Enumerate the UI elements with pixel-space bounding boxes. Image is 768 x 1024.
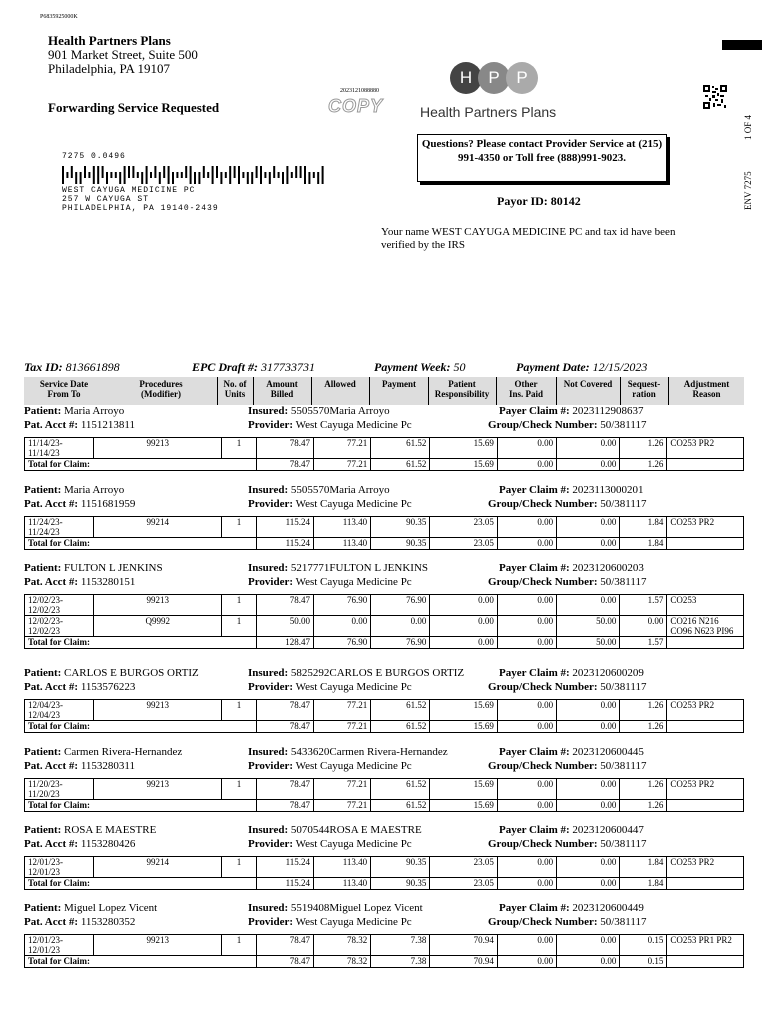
claim-pat-acct: Pat. Acct #: 1151213811 — [24, 419, 135, 431]
claim-patient: Patient: Maria Arroyo — [24, 405, 125, 417]
claim-provider: Provider: West Cayuga Medicine Pc — [248, 498, 412, 510]
cell-units: 1 — [222, 779, 257, 800]
claim-insured: Insured: 5070544ROSA E MAESTRE — [248, 824, 422, 836]
claim-pat-acct: Pat. Acct #: 1153280151 — [24, 576, 136, 588]
total-other: 0.00 — [497, 956, 556, 968]
cell-dates: 11/20/23-11/20/23 — [25, 779, 94, 800]
column-header-row — [24, 377, 744, 405]
cell-reason: CO253 PR2 — [667, 779, 744, 800]
service-lines-table — [24, 516, 744, 550]
service-lines-table — [24, 437, 744, 471]
table-row — [25, 616, 744, 637]
claim-patient: Patient: FULTON L JENKINS — [24, 562, 163, 574]
cell-reason: CO253 PR2 — [667, 517, 744, 538]
service-lines-table — [24, 934, 744, 968]
claim-payer-claim: Payer Claim #: 2023120600447 — [499, 824, 644, 836]
cell-procedure: 99214 — [94, 517, 222, 538]
cell-dates: 11/24/23-11/24/23 — [25, 517, 94, 538]
claim-group-check: Group/Check Number: 50/381117 — [488, 760, 647, 772]
total-notcov: 50.00 — [557, 637, 620, 649]
tax-id-label: Tax ID: — [24, 360, 63, 374]
page-marker-bar — [722, 40, 762, 50]
total-other: 0.00 — [497, 721, 556, 733]
form-code: P6835925000K — [40, 14, 78, 20]
total-billed: 115.24 — [256, 878, 313, 890]
claim-pat-acct: Pat. Acct #: 1153280426 — [24, 838, 136, 850]
cell-procedure: 99213 — [94, 595, 222, 616]
total-allowed: 113.40 — [314, 538, 371, 550]
total-resp: 15.69 — [430, 721, 497, 733]
sender-street: 901 Market Street, Suite 500 — [48, 47, 198, 62]
cell-reason: CO253 — [667, 595, 744, 616]
claim-group-check: Group/Check Number: 50/381117 — [488, 838, 647, 850]
tax-id — [24, 360, 120, 375]
total-row — [25, 956, 744, 968]
cell-payment: 0.00 — [371, 616, 430, 637]
recipient-code: 7275 0.0496 — [62, 152, 126, 161]
cell-payment: 61.52 — [371, 700, 430, 721]
epc-draft — [192, 360, 315, 375]
claim-insured: Insured: 5505570Maria Arroyo — [248, 484, 390, 496]
total-label: Total for Claim: — [25, 538, 257, 550]
claim-payer-claim: Payer Claim #: 2023113000201 — [499, 484, 644, 496]
cell-seq: 0.00 — [620, 616, 667, 637]
total-payment: 90.35 — [371, 878, 430, 890]
cell-units: 1 — [222, 616, 257, 637]
total-payment: 76.90 — [371, 637, 430, 649]
cell-other: 0.00 — [497, 700, 556, 721]
cell-seq: 1.84 — [620, 517, 667, 538]
total-seq: 1.26 — [620, 721, 667, 733]
cell-resp: 15.69 — [430, 779, 497, 800]
claim-pat-acct: Pat. Acct #: 1153576223 — [24, 681, 136, 693]
claim-patient: Patient: Maria Arroyo — [24, 484, 125, 496]
total-row — [25, 637, 744, 649]
cell-seq: 1.26 — [620, 779, 667, 800]
cell-other: 0.00 — [497, 616, 556, 637]
total-seq: 1.26 — [620, 459, 667, 471]
cell-reason: CO253 PR2 — [667, 700, 744, 721]
col-service-date: Service Date From To — [39, 379, 89, 399]
cell-billed: 115.24 — [256, 857, 313, 878]
service-lines-table — [24, 594, 744, 649]
payment-week-label: Payment Week: — [374, 360, 451, 374]
total-resp: 15.69 — [430, 459, 497, 471]
cell-billed: 50.00 — [256, 616, 313, 637]
claim-provider: Provider: West Cayuga Medicine Pc — [248, 838, 412, 850]
cell-allowed: 76.90 — [314, 595, 371, 616]
claim-provider: Provider: West Cayuga Medicine Pc — [248, 916, 412, 928]
total-allowed: 77.21 — [314, 800, 371, 812]
claim-group-check: Group/Check Number: 50/381117 — [488, 681, 647, 693]
claim-group-check: Group/Check Number: 50/381117 — [488, 916, 647, 928]
total-notcov: 0.00 — [557, 956, 620, 968]
col-patient-responsibility: Patient Responsibility — [434, 379, 490, 399]
total-resp: 70.94 — [430, 956, 497, 968]
total-label: Total for Claim: — [25, 800, 257, 812]
payor-id — [497, 194, 581, 209]
cell-allowed: 0.00 — [314, 616, 371, 637]
claim-group-check: Group/Check Number: 50/381117 — [488, 498, 647, 510]
claim-patient: Patient: Miguel Lopez Vicent — [24, 902, 158, 914]
cell-notcov: 0.00 — [557, 857, 620, 878]
cell-allowed: 113.40 — [314, 517, 371, 538]
service-lines-table — [24, 856, 744, 890]
claim-provider: Provider: West Cayuga Medicine Pc — [248, 760, 412, 772]
total-billed: 78.47 — [256, 721, 313, 733]
logo-circle-p1: P — [478, 62, 510, 94]
cell-seq: 1.57 — [620, 595, 667, 616]
total-seq: 1.26 — [620, 800, 667, 812]
total-label: Total for Claim: — [25, 459, 257, 471]
claim-provider: Provider: West Cayuga Medicine Pc — [248, 419, 412, 431]
cell-allowed: 78.32 — [314, 935, 371, 956]
total-other: 0.00 — [497, 800, 556, 812]
payment-week-value: 50 — [453, 360, 466, 374]
sender-address — [48, 34, 198, 76]
total-payment: 61.52 — [371, 459, 430, 471]
sender-name: Health Partners Plans — [48, 33, 171, 48]
cell-payment: 90.35 — [371, 857, 430, 878]
cell-notcov: 0.00 — [557, 935, 620, 956]
total-resp: 0.00 — [430, 637, 497, 649]
cell-resp: 70.94 — [430, 935, 497, 956]
col-units: No. of Units — [223, 379, 247, 399]
cell-seq: 1.26 — [620, 438, 667, 459]
cell-procedure: 99213 — [94, 700, 222, 721]
recipient-address — [62, 186, 219, 213]
total-billed: 78.47 — [256, 956, 313, 968]
cell-billed: 78.47 — [256, 595, 313, 616]
total-notcov: 0.00 — [557, 721, 620, 733]
cell-notcov: 0.00 — [557, 438, 620, 459]
cell-resp: 15.69 — [430, 700, 497, 721]
cell-allowed: 77.21 — [314, 779, 371, 800]
cell-resp: 15.69 — [430, 438, 497, 459]
claim-patient: Patient: CARLOS E BURGOS ORTIZ — [24, 667, 199, 679]
cell-procedure: 99213 — [94, 438, 222, 459]
forwarding-notice: Forwarding Service Requested — [48, 100, 220, 115]
recipient-line2: 257 W CAYUGA ST — [62, 195, 150, 204]
service-lines-table — [24, 699, 744, 733]
total-resp: 23.05 — [430, 538, 497, 550]
col-other-ins-paid: Other Ins. Paid — [508, 379, 543, 399]
cell-seq: 1.26 — [620, 700, 667, 721]
irs-verified-text: Your name WEST CAYUGA MEDICINE PC and tax id have been verified by the IRS — [381, 226, 676, 251]
cell-resp: 23.05 — [430, 857, 497, 878]
total-billed: 78.47 — [256, 800, 313, 812]
cell-notcov: 0.00 — [557, 517, 620, 538]
table-row — [25, 779, 744, 800]
payment-date-label: Payment Date: — [516, 360, 590, 374]
cell-payment: 61.52 — [371, 779, 430, 800]
recipient-line1: WEST CAYUGA MEDICINE PC — [62, 186, 196, 195]
page-of: 1 OF 4 — [743, 114, 753, 140]
total-notcov: 0.00 — [557, 800, 620, 812]
total-allowed: 76.90 — [314, 637, 371, 649]
cell-other: 0.00 — [497, 779, 556, 800]
hpp-logo — [420, 62, 557, 126]
table-row — [25, 857, 744, 878]
payment-date-value: 12/15/2023 — [592, 360, 648, 374]
payment-week — [374, 360, 466, 375]
total-payment: 61.52 — [371, 721, 430, 733]
cell-procedure: Q9992 — [94, 616, 222, 637]
claim-pat-acct: Pat. Acct #: 1151681959 — [24, 498, 136, 510]
cell-resp: 0.00 — [430, 595, 497, 616]
total-resp: 15.69 — [430, 800, 497, 812]
cell-resp: 23.05 — [430, 517, 497, 538]
total-row — [25, 721, 744, 733]
total-row — [25, 538, 744, 550]
cell-billed: 78.47 — [256, 438, 313, 459]
claim-payer-claim: Payer Claim #: 2023120600203 — [499, 562, 644, 574]
cell-notcov: 0.00 — [557, 779, 620, 800]
col-amount-billed: Amount Billed — [266, 379, 298, 399]
total-seq: 1.84 — [620, 878, 667, 890]
total-seq: 1.84 — [620, 538, 667, 550]
cell-resp: 0.00 — [430, 616, 497, 637]
cell-units: 1 — [222, 595, 257, 616]
total-allowed: 77.21 — [314, 459, 371, 471]
total-notcov: 0.00 — [557, 459, 620, 471]
cell-other: 0.00 — [497, 517, 556, 538]
total-label: Total for Claim: — [25, 956, 257, 968]
cell-notcov: 50.00 — [557, 616, 620, 637]
env-code: ENV 7275 — [743, 171, 753, 210]
total-other: 0.00 — [497, 637, 556, 649]
claim-insured: Insured: 5519408Miguel Lopez Vicent — [248, 902, 423, 914]
cell-other: 0.00 — [497, 857, 556, 878]
postal-barcode-icon — [62, 166, 332, 184]
cell-other: 0.00 — [497, 595, 556, 616]
table-row — [25, 595, 744, 616]
total-label: Total for Claim: — [25, 637, 257, 649]
claim-group-check: Group/Check Number: 50/381117 — [488, 576, 647, 588]
table-row — [25, 438, 744, 459]
total-other: 0.00 — [497, 459, 556, 471]
table-row — [25, 935, 744, 956]
claim-insured: Insured: 5505570Maria Arroyo — [248, 405, 390, 417]
claim-payer-claim: Payer Claim #: 2023112908637 — [499, 405, 644, 417]
cell-reason: CO253 PR2 — [667, 857, 744, 878]
claim-pat-acct: Pat. Acct #: 1153280352 — [24, 916, 136, 928]
cell-other: 0.00 — [497, 438, 556, 459]
total-seq: 0.15 — [620, 956, 667, 968]
total-label: Total for Claim: — [25, 878, 257, 890]
cell-procedure: 99214 — [94, 857, 222, 878]
epc-draft-value: 317733731 — [261, 360, 315, 374]
col-procedures: Procedures (Modifier) — [139, 379, 183, 399]
cell-payment: 7.38 — [371, 935, 430, 956]
col-not-covered: Not Covered — [563, 379, 613, 389]
cell-seq: 0.15 — [620, 935, 667, 956]
service-lines-table — [24, 778, 744, 812]
total-other: 0.00 — [497, 538, 556, 550]
tax-id-value: 813661898 — [65, 360, 120, 374]
claim-payer-claim: Payer Claim #: 2023120600445 — [499, 746, 644, 758]
cell-payment: 90.35 — [371, 517, 430, 538]
total-allowed: 113.40 — [314, 878, 371, 890]
claim-payer-claim: Payer Claim #: 2023120600449 — [499, 902, 644, 914]
cell-billed: 115.24 — [256, 517, 313, 538]
sender-city: Philadelphia, PA 19107 — [48, 61, 170, 76]
claim-patient: Patient: Carmen Rivera-Hernandez — [24, 746, 183, 758]
col-sequestration: Sequest- ration — [627, 379, 661, 399]
total-resp: 23.05 — [430, 878, 497, 890]
cell-units: 1 — [222, 700, 257, 721]
recipient-line3: PHILADELPHIA, PA 19140-2439 — [62, 204, 219, 213]
cell-dates: 12/01/23-12/01/23 — [25, 857, 94, 878]
cell-allowed: 77.21 — [314, 438, 371, 459]
cell-payment: 61.52 — [371, 438, 430, 459]
cell-billed: 78.47 — [256, 935, 313, 956]
col-allowed: Allowed — [324, 379, 356, 389]
copy-stamp: COPY — [328, 96, 384, 116]
cell-reason: CO216 N216 CO96 N623 PI96 — [667, 616, 744, 637]
cell-reason: CO253 PR1 PR2 — [667, 935, 744, 956]
cell-dates: 11/14/23-11/14/23 — [25, 438, 94, 459]
cell-procedure: 99213 — [94, 935, 222, 956]
payor-id-label: Payor ID: — [497, 194, 548, 208]
cell-procedure: 99213 — [94, 779, 222, 800]
total-row — [25, 800, 744, 812]
payor-id-value: 80142 — [550, 194, 581, 208]
cell-allowed: 113.40 — [314, 857, 371, 878]
cell-seq: 1.84 — [620, 857, 667, 878]
total-billed: 78.47 — [256, 459, 313, 471]
total-billed: 128.47 — [256, 637, 313, 649]
cell-units: 1 — [222, 517, 257, 538]
cell-billed: 78.47 — [256, 700, 313, 721]
claim-insured: Insured: 5825292CARLOS E BURGOS ORTIZ — [248, 667, 465, 679]
claim-insured: Insured: 5433620Carmen Rivera-Hernandez — [248, 746, 448, 758]
total-notcov: 0.00 — [557, 878, 620, 890]
cell-units: 1 — [222, 857, 257, 878]
claim-provider: Provider: West Cayuga Medicine Pc — [248, 681, 412, 693]
claim-insured: Insured: 5217771FULTON L JENKINS — [248, 562, 429, 574]
total-seq: 1.57 — [620, 637, 667, 649]
table-row — [25, 517, 744, 538]
claim-group-check: Group/Check Number: 50/381117 — [488, 419, 647, 431]
cell-notcov: 0.00 — [557, 595, 620, 616]
col-payment: Payment — [382, 379, 416, 389]
total-row — [25, 878, 744, 890]
total-allowed: 77.21 — [314, 721, 371, 733]
cell-units: 1 — [222, 438, 257, 459]
table-row — [25, 700, 744, 721]
claim-provider: Provider: West Cayuga Medicine Pc — [248, 576, 412, 588]
total-billed: 115.24 — [256, 538, 313, 550]
logo-circle-p2: P — [506, 62, 538, 94]
cell-payment: 76.90 — [371, 595, 430, 616]
total-other: 0.00 — [497, 878, 556, 890]
logo-text: Health Partners Plans — [420, 104, 557, 120]
total-label: Total for Claim: — [25, 721, 257, 733]
questions-box: Questions? Please contact Provider Service at (215) 991-4350 or Toll free (888)991-9023. — [417, 134, 667, 182]
cell-dates: 12/04/23-12/04/23 — [25, 700, 94, 721]
logo-circle-h: H — [450, 62, 482, 94]
cell-dates: 12/02/23-12/02/23 — [25, 616, 94, 637]
cell-dates: 12/02/23-12/02/23 — [25, 595, 94, 616]
copy-id: 2023121088880 — [340, 88, 379, 94]
total-notcov: 0.00 — [557, 538, 620, 550]
cell-dates: 12/01/23-12/01/23 — [25, 935, 94, 956]
total-payment: 61.52 — [371, 800, 430, 812]
cell-reason: CO253 PR2 — [667, 438, 744, 459]
total-payment: 90.35 — [371, 538, 430, 550]
cell-billed: 78.47 — [256, 779, 313, 800]
payment-date — [516, 360, 647, 375]
col-adjustment-reason: Adjustment Reason — [683, 379, 730, 399]
epc-draft-label: EPC Draft #: — [192, 360, 258, 374]
claim-payer-claim: Payer Claim #: 2023120600209 — [499, 667, 644, 679]
cell-other: 0.00 — [497, 935, 556, 956]
total-allowed: 78.32 — [314, 956, 371, 968]
claim-patient: Patient: ROSA E MAESTRE — [24, 824, 157, 836]
total-payment: 7.38 — [371, 956, 430, 968]
total-row — [25, 459, 744, 471]
cell-units: 1 — [222, 935, 257, 956]
claim-pat-acct: Pat. Acct #: 1153280311 — [24, 760, 135, 772]
cell-notcov: 0.00 — [557, 700, 620, 721]
qr-code-icon — [703, 85, 727, 109]
cell-allowed: 77.21 — [314, 700, 371, 721]
